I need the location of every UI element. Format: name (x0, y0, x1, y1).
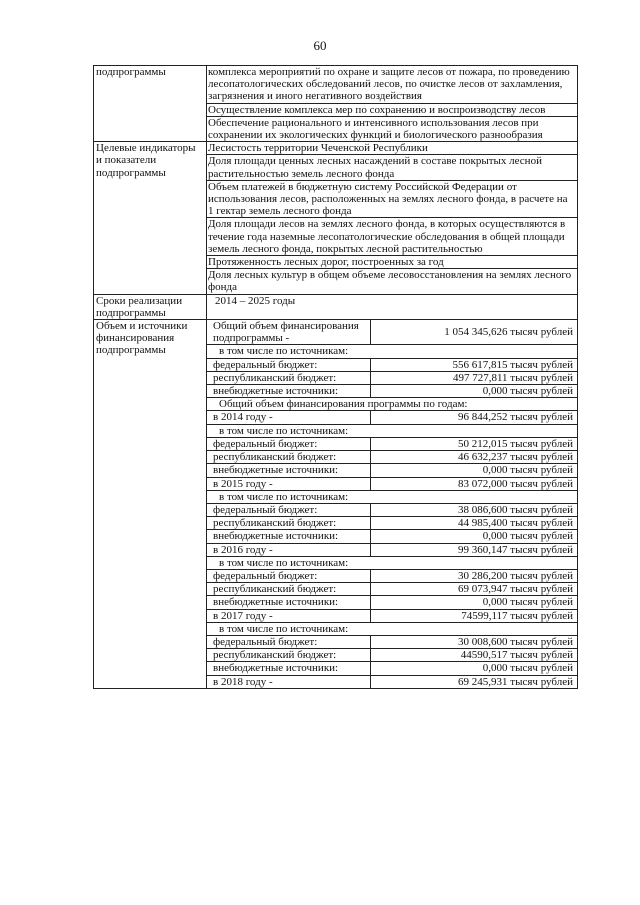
federal-label: федеральный бюджет: (207, 358, 371, 371)
republic-label: республиканский бюджет: (207, 371, 371, 384)
indicator-cell: Протяженность лесных дорог, построенных за год (207, 256, 578, 269)
task-cell: комплекса мероприятий по охране и защите лесов от пожара, по проведению лесопатологических обследований лесов, по очистке лесов от захламления, загрязнения и иного негативного воздействия (207, 66, 578, 104)
year-label: в 2015 году - (207, 477, 371, 490)
task-cell: Осуществление комплекса мер по сохранению и воспроизводству лесов (207, 103, 578, 116)
year-total: 99 360,147 тысяч рублей (371, 543, 578, 556)
indicator-cell: Объем платежей в бюджетную систему Российской Федерации от использования лесов, расположенных на землях лесного фонда, в расчете на 1 гектар земель лесного фонда (207, 180, 578, 218)
task-cell: Обеспечение рационального и интенсивного использования лесов при сохранении их экологических функций и биологического разнообразия (207, 116, 578, 141)
terms-value: 2014 – 2025 годы (207, 294, 578, 319)
year-total: 96 844,252 тысяч рублей (371, 411, 578, 424)
federal-value: 30 008,600 тысяч рублей (371, 635, 578, 648)
extra-value: 0,000 тысяч рублей (371, 662, 578, 675)
indicator-cell: Лесистость территории Чеченской Республики (207, 142, 578, 155)
extra-label: внебюджетные источники: (207, 385, 371, 398)
table-row (94, 294, 578, 319)
sources-label: в том числе по источникам: (207, 424, 578, 437)
sources-label: в том числе по источникам: (207, 556, 578, 569)
total-label: Общий объем финансирования подпрограммы - (207, 320, 371, 345)
republic-value: 69 073,947 тысяч рублей (371, 583, 578, 596)
republic-label: республиканский бюджет: (207, 583, 371, 596)
federal-value: 556 617,815 тысяч рублей (371, 358, 578, 371)
table-row (94, 66, 578, 104)
federal-label: федеральный бюджет: (207, 503, 371, 516)
year-label: в 2018 году - (207, 675, 371, 688)
by-years-label: Общий объем финансирования программы по годам: (207, 398, 578, 411)
federal-value: 30 286,200 тысяч рублей (371, 569, 578, 582)
extra-label: внебюджетные источники: (207, 464, 371, 477)
republic-value: 497 727,811 тысяч рублей (371, 371, 578, 384)
republic-value: 44 985,400 тысяч рублей (371, 517, 578, 530)
sources-label: в том числе по источникам: (207, 345, 578, 358)
year-total: 74599,117 тысяч рублей (371, 609, 578, 622)
federal-label: федеральный бюджет: (207, 569, 371, 582)
republic-label: республиканский бюджет: (207, 451, 371, 464)
extra-value: 0,000 тысяч рублей (371, 530, 578, 543)
indicator-cell: Доля площади ценных лесных насаждений в составе покрытых лесной растительностью земель лесного фонда (207, 155, 578, 180)
extra-value: 0,000 тысяч рублей (371, 596, 578, 609)
republic-value: 46 632,237 тысяч рублей (371, 451, 578, 464)
table-row (94, 142, 578, 155)
republic-label: республиканский бюджет: (207, 517, 371, 530)
federal-value: 50 212,015 тысяч рублей (371, 437, 578, 450)
republic-value: 44590,517 тысяч рублей (371, 649, 578, 662)
extra-value: 0,000 тысяч рублей (371, 385, 578, 398)
row-label-terms: Сроки реализации подпрограммы (94, 294, 207, 319)
table-row (94, 320, 578, 345)
extra-label: внебюджетные источники: (207, 530, 371, 543)
page-number: 60 (313, 38, 327, 53)
extra-value: 0,000 тысяч рублей (371, 464, 578, 477)
federal-label: федеральный бюджет: (207, 437, 371, 450)
year-label: в 2014 году - (207, 411, 371, 424)
year-total: 69 245,931 тысяч рублей (371, 675, 578, 688)
federal-label: федеральный бюджет: (207, 635, 371, 648)
federal-value: 38 086,600 тысяч рублей (371, 503, 578, 516)
row-label-finance: Объем и источники финансирования подпрограммы (94, 320, 207, 689)
row-label-indicators: Целевые индикаторы и показатели подпрограммы (94, 142, 207, 294)
year-label: в 2016 году - (207, 543, 371, 556)
republic-label: республиканский бюджет: (207, 649, 371, 662)
year-total: 83 072,000 тысяч рублей (371, 477, 578, 490)
extra-label: внебюджетные источники: (207, 662, 371, 675)
indicator-cell: Доля площади лесов на землях лесного фонда, в которых осуществляются в течение года наземные лесопатологические обследования в общей площади земель лесного фонда, покрытых лесной растительностью (207, 218, 578, 256)
passport-table (93, 65, 578, 689)
year-label: в 2017 году - (207, 609, 371, 622)
total-value: 1 054 345,626 тысяч рублей (371, 320, 578, 345)
sources-label: в том числе по источникам: (207, 622, 578, 635)
extra-label: внебюджетные источники: (207, 596, 371, 609)
sources-label: в том числе по источникам: (207, 490, 578, 503)
row-label-tasks: подпрограммы (94, 66, 207, 142)
indicator-cell: Доля лесных культур в общем объеме лесовосстановления на землях лесного фонда (207, 269, 578, 294)
